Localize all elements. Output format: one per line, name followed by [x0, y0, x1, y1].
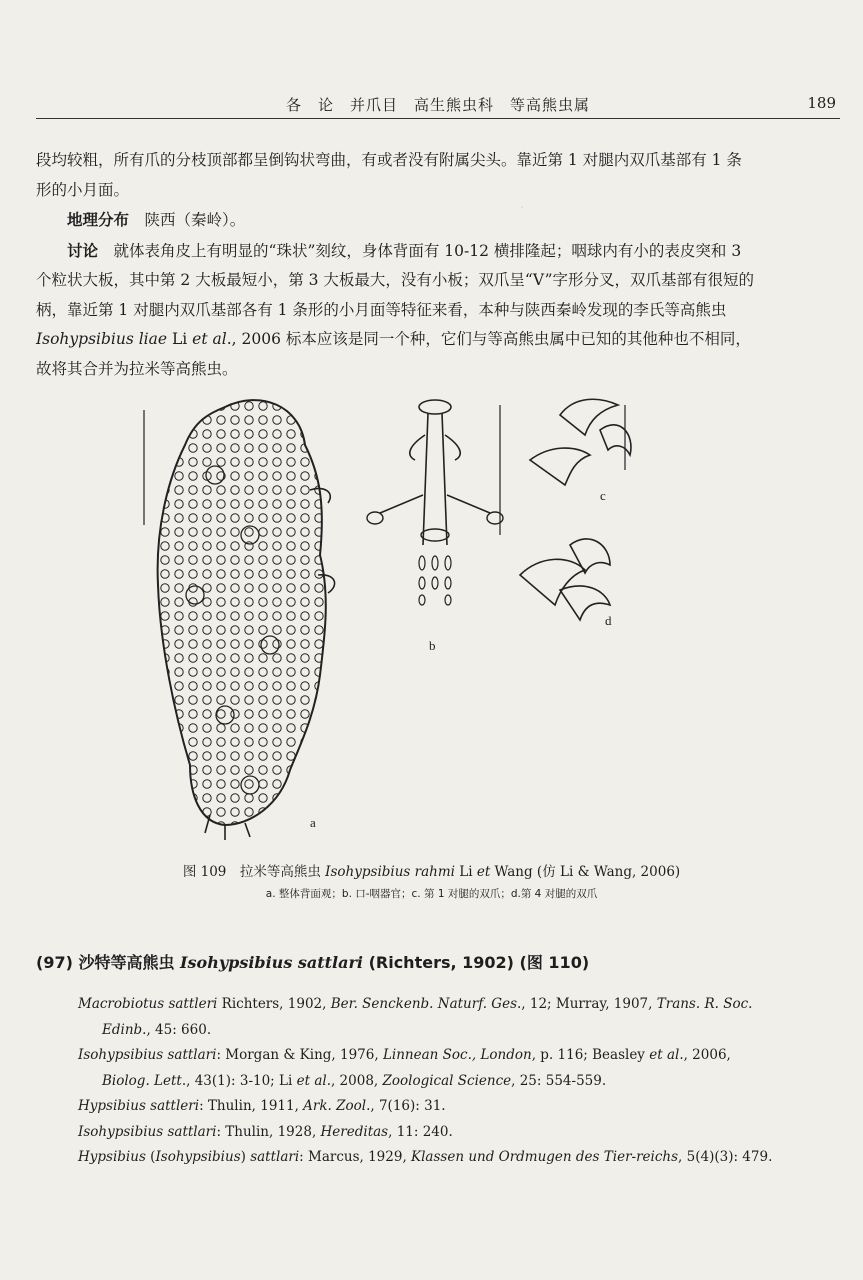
synonymy-entry	[78, 992, 778, 1043]
discussion-paragraph	[36, 236, 756, 385]
ref-text: , 5(4)(3): 479.	[678, 1149, 773, 1165]
ref-text: (	[145, 1149, 156, 1165]
discussion-label: 讨论	[67, 240, 99, 260]
ref-text: : Thulin, 1928,	[216, 1123, 321, 1140]
ref-text: , 11: 240.	[388, 1123, 453, 1140]
ref-text: Richters, 1902,	[217, 996, 331, 1012]
discussion-species-name: Isohypsibius liae	[36, 330, 168, 348]
ref-text: ., 2008,	[326, 1072, 383, 1089]
ref-text: ., 7(16): 31.	[366, 1098, 446, 1114]
ref-journal: Linnean Soc., London	[382, 1047, 532, 1063]
caption-species: Isohypsibius rahmi	[325, 864, 455, 880]
species-heading-prefix: (97) 沙特等高熊虫	[36, 953, 181, 972]
ref-text: ., 12; Murray, 1907,	[517, 996, 657, 1012]
synonymy-entry	[78, 1120, 778, 1146]
bucco-pharyngeal-drawing	[367, 400, 503, 605]
claws-leg4-drawing	[520, 539, 610, 620]
header-title: 各 论 并爪目 高生熊虫科 等高熊虫属	[285, 96, 590, 114]
species-heading-name: Isohypsibius sattlari	[180, 953, 363, 972]
synonymy-entry	[78, 1094, 778, 1120]
body-text	[36, 146, 756, 384]
synonymy-entry	[78, 1043, 778, 1094]
figure-109	[130, 385, 770, 850]
discussion-etal: et al	[192, 330, 227, 348]
ref-text: , 25: 554-559.	[511, 1072, 607, 1089]
running-header	[36, 92, 840, 119]
caption-et: et	[476, 864, 491, 880]
paragraph-continuation: 段均较粗，所有爪的分枝顶部都呈倒钩状弯曲，有或者没有附属尖头。靠近第 1 对腿内双爪基部有 1 条形的小月面。	[36, 151, 742, 199]
discussion-text: 就体表角皮上有明显的“珠状”刻纹，身体背面有 10-12 横排隆起；咽球内有小的表皮突和 3 个粒状大板，其中第 2 大板最短小，第 3 大板最大，没有小板；双爪呈“V”字形分叉，双爪基部有很短的柄，靠近第 1 对腿内双爪基部各有 1 条形的小月面等特征来看，本种与陕西秦岭发现的李氏等高熊虫	[36, 241, 755, 319]
ref-text: ., 2006,	[679, 1047, 731, 1063]
ref-text: , p. 116; Beasley	[531, 1047, 650, 1063]
show-through-text: ·	[520, 200, 525, 216]
figure-subcaption: a. 整体背面观；b. 口-咽器官；c. 第 1 对腿的双爪；d.第 4 对腿的双爪	[265, 888, 598, 900]
ref-journal: Trans. R. Soc. Edinb	[102, 996, 753, 1038]
ref-name: Macrobiotus sattleri	[78, 996, 218, 1012]
ref-name: Isohypsibius sattlari	[78, 1047, 217, 1063]
page-number: 189	[807, 94, 836, 112]
figure-illustration	[130, 385, 770, 850]
ref-journal: Ark. Zool	[303, 1098, 367, 1114]
ref-journal: Klassen und Ordmugen des Tier-reichs	[411, 1149, 679, 1165]
claws-leg1-drawing	[530, 399, 631, 485]
ref-text: : Thulin, 1911,	[199, 1098, 304, 1114]
species-heading	[36, 950, 589, 973]
ref-name: Isohypsibius	[155, 1149, 241, 1165]
ref-journal: Zoological Science	[382, 1072, 512, 1089]
ref-text: )	[240, 1149, 251, 1165]
label-d: d	[605, 613, 612, 628]
caption-prefix: 图 109 拉米等高熊虫	[182, 864, 326, 880]
distribution-paragraph	[36, 205, 756, 236]
figure-caption	[0, 860, 863, 880]
discussion-author: Li	[167, 330, 193, 348]
ref-text: ., 43(1): 3-10; Li	[181, 1072, 297, 1089]
tardigrade-body-drawing	[144, 400, 335, 840]
ref-journal: et al	[296, 1072, 327, 1089]
ref-text: : Marcus, 1929,	[299, 1149, 412, 1165]
species-heading-suffix: (Richters, 1902) (图 110)	[363, 953, 590, 972]
caption-suffix: Wang (仿 Li & Wang, 2006)	[490, 864, 681, 880]
ref-journal: Ber. Senckenb. Naturf. Ges	[330, 996, 517, 1012]
ref-journal: Biolog. Lett	[102, 1072, 182, 1089]
synonymy-entry	[78, 1145, 778, 1171]
label-b: b	[429, 638, 436, 653]
ref-name: Hypsibius sattleri	[78, 1098, 200, 1114]
label-c: c	[600, 488, 606, 503]
synonymy-list	[78, 992, 778, 1171]
ref-text: ., 45: 660.	[142, 1021, 212, 1038]
ref-journal: Hereditas	[320, 1123, 389, 1140]
discussion-text-end: ., 2006 标本应该是同一个种，它们与等高熊虫属中已知的其他种也不相同，故将其合并为拉米等高熊虫。	[36, 330, 751, 378]
distribution-label: 地理分布	[67, 210, 130, 229]
ref-name: Isohypsibius sattlari	[78, 1123, 217, 1140]
caption-middle: Li	[454, 864, 477, 880]
distribution-text: 陕西（秦岭）。	[129, 211, 246, 229]
label-a: a	[310, 815, 316, 830]
ref-journal: et al	[649, 1047, 680, 1063]
ref-name: Hypsibius	[78, 1149, 146, 1165]
ref-text: : Morgan & King, 1976,	[216, 1047, 383, 1063]
ref-name: sattlari	[250, 1149, 300, 1165]
